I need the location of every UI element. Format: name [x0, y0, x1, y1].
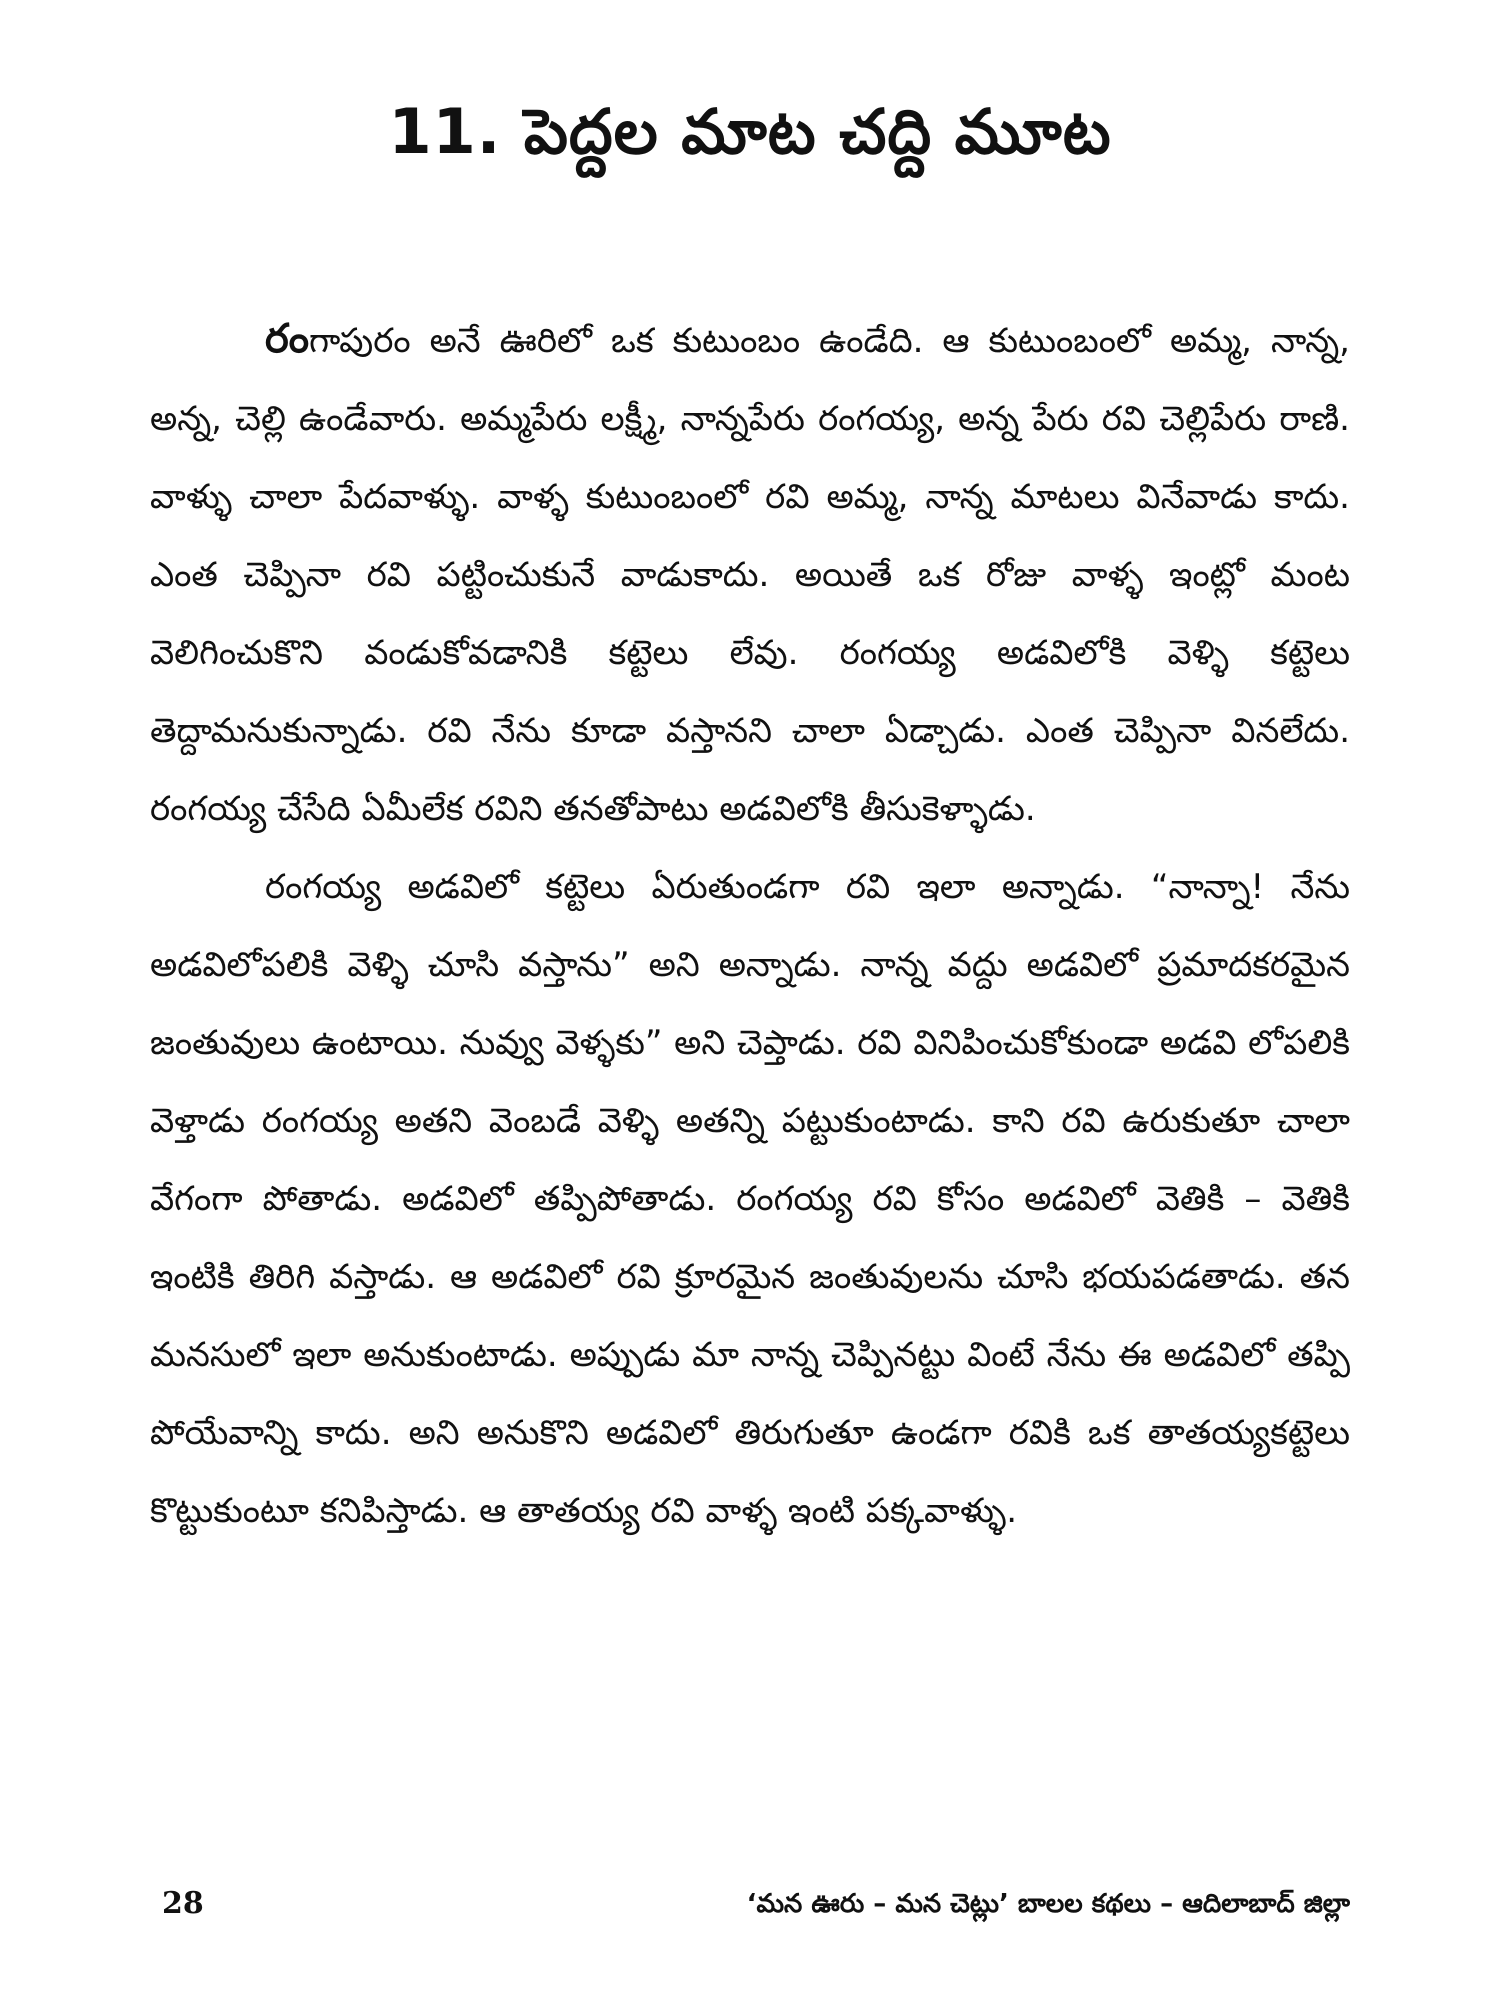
- story-body: [150, 300, 1350, 1550]
- paragraph-1: [150, 300, 1350, 848]
- page-number: 28: [162, 1886, 204, 1921]
- paragraph-1-text: గాపురం అనే ఊరిలో ఒక కుటుంబం ఉండేది. ఆ కుటుంబంలో అమ్మ, నాన్న, అన్న, చెల్లి ఉండేవారు. అమ్మపేరు లక్ష్మీ, నాన్నపేరు రంగయ్య, అన్న పేరు రవి చెల్లిపేరు రాణి. వాళ్ళు చాలా పేదవాళ్ళు. వాళ్ళ కుటుంబంలో రవి అమ్మ, నాన్న మాటలు వినేవాడు కాదు. ఎంత చెప్పినా రవి పట్టించుకునే వాడుకాదు. అయితే ఒక రోజు వాళ్ళ ఇంట్లో మంట వెలిగించుకొని వండుకోవడానికి కట్టెలు లేవు. రంగయ్య అడవిలోకి వెళ్ళి కట్టెలు తెద్దామనుకున్నాడు. రవి నేను కూడా వస్తానని చాలా ఏడ్చాడు. ఎంత చెప్పినా వినలేదు. రంగయ్య చేసేది ఏమీలేక రవిని తనతోపాటు అడవిలోకి తీసుకెళ్ళాడు.: [150, 321, 1350, 829]
- story-title: 11. పెద్దల మాట చద్ది మూట: [388, 95, 1112, 168]
- book-caption: ‘మన ఊరు – మన చెట్లు’ బాలల కథలు – ఆదిలాబాద్ జిల్లా: [746, 1889, 1350, 1919]
- paragraph-2-text: రంగయ్య అడవిలో కట్టెలు ఏరుతుండగా రవి ఇలా అన్నాడు. “నాన్నా! నేను అడవిలోపలికి వెళ్ళి చూసి వస్తాను” అని అన్నాడు. నాన్న వద్దు అడవిలో ప్రమాదకరమైన జంతువులు ఉంటాయి. నువ్వు వెళ్ళకు” అని చెప్తాడు. రవి వినిపించుకోకుండా అడవి లోపలికి వెళ్తాడు రంగయ్య అతని వెంబడే వెళ్ళి అతన్ని పట్టుకుంటాడు. కాని రవి ఉరుకుతూ చాలా వేగంగా పోతాడు. అడవిలో తప్పిపోతాడు. రంగయ్య రవి కోసం అడవిలో వెతికి – వెతికి ఇంటికి తిరిగి వస్తాడు. ఆ అడవిలో రవి క్రూరమైన జంతువులను చూసి భయపడతాడు. తన మనసులో ఇలా అనుకుంటాడు. అప్పుడు మా నాన్న చెప్పినట్టు వింటే నేను ఈ అడవిలో తప్పి పోయేవాన్ని కాదు. అని అనుకొని అడవిలో తిరుగుతూ ఉండగా రవికి ఒక తాతయ్యకట్టెలు కొట్టుకుంటూ కనిపిస్తాడు. ఆ తాతయ్య రవి వాళ్ళ ఇంటి పక్కవాళ్ళు.: [150, 867, 1350, 1531]
- page-footer: [150, 1884, 1350, 1924]
- paragraph-2: [150, 848, 1350, 1550]
- paragraph-1-first-letter: రం: [265, 316, 309, 362]
